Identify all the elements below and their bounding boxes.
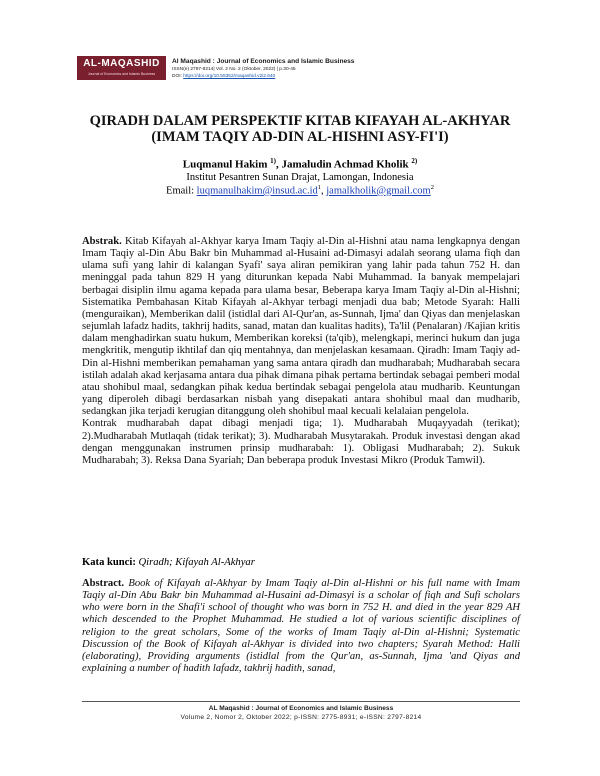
affiliation: Institut Pesantren Sunan Drajat, Lamongan, Indonesia [186,172,414,183]
paper-title-line1: QIRADH DALAM PERSPEKTIF KITAB KIFAYAH AL-AKHYAR [89,113,511,129]
abstract-para-1-text: Kitab Kifayah al-Akhyar karya Imam Taqiy al-Din al-Hishni atau nama lengkapnya dengan Imam Taqiy al-Din Abu Bakr bin Muhammad al-Husaini ad-Dimasyi adalah seorang ulama fiqh dan ulama sufi yang lahir di kalangan Syafi' saya aliran pemikiran yang lahir pada tahun 752 H. dan meninggal pada tahun 829 H yang diturunkan kepada Nabi Muhammad. Ia banyak mempelajari berbagai disiplin ilmu agama kepada para ulama besar, Beberapa karya Imam Taqiy al-Din al-Hishni; Sistematika Pembahasan Kitab Kifayah al-Akhyar terbagi menjadi dua bab; Metode Syarah: Halli (menguraikan), Memberikan dalil (istidlal dari Al-Qur'an, as-Sunnah, Ijma' dan Qiyas dan menjelaskan sejumlah lafadz hadits, takhrij hadits, sanad, matan dan kualitas hadits), Ta'lil (Penalaran) /Kajian kritis dalam menghadirkan suatu hukum, Memberikan koreksi (ta'qib), melengkapi, merinci hukum dan juga mengkritik, mengutip ikhtilaf dan qiq mentahnya, dan menjelaskan kesamaan. Qiradh: Imam Taqiy ad-Din al-Hishni memberikan pemahaman yang sama antara qiradh dan mudharabah; Mudharabah secara istilah adalah akad kerjasama antara dua pihak dimana pihak pertama bertindak sebagai pemberi modal atau shohibul maal, sedangkan pihak kedua bertindak sebagai pengelola atau mudharib. Keuntungan yang diperoleh dibagi berdasarkan nisbah yang disepakati antara shohibul maal dan mudharib, sedangkan jika terjadi kerugian ditanggung oleh shohibul maal kecuali kelalaian pengelola. [82,236,520,418]
paper-title-line2: (IMAM TAQIY AD-DIN AL-HISHNI ASY-FI'I) [151,129,449,145]
author-line [60,157,540,171]
email-link-1[interactable]: luqmanulhakim@insud.ac.id [196,185,318,197]
keywords-value: Qiradh; Kifayah Al-Akhyar [138,557,255,568]
abstract-para-1 [82,236,520,418]
journal-meta: ISSN(e) 2797-8214| Vol. 2 No. 2 (Oktober, 2022) | p.30-45 [172,67,296,72]
footer-journal: AL Maqashid : Journal of Economics and Islamic Business [208,705,394,712]
email-label: Email: [166,185,195,197]
author-1: Luqmanul Hakim [182,158,268,171]
abstract-en-para [82,578,520,675]
email-link-2[interactable]: jamalkholik@gmail.com [326,185,431,197]
footer-divider [82,701,520,702]
footer-volume: Volume 2, Nomor 2, Oktober 2022; p-ISSN: 2775-8931; e-ISSN: 2797-8214 [180,714,422,721]
logo-subtext: Journal of Economics and Islamic Business [87,72,156,76]
email-2-sup: 2 [430,184,434,191]
email-1-sup: 1 [317,184,321,191]
author-separator: , [276,158,282,171]
logo-text: AL-MAQASHID [83,58,160,69]
author-2-sup: 2) [411,157,418,165]
journal-logo [77,56,166,80]
journal-header [172,58,354,80]
abstract-label: Abstrak. [82,236,122,247]
author-1-sup: 1) [270,157,276,165]
abstract-english [82,578,520,675]
keywords [82,557,520,568]
doi-label: DOI: [172,74,182,79]
abstract-en-text: Book of Kifayah al-Akhyar by Imam Taqiy al-Din al-Hishni or his full name with Imam Taqiy al-Din Abu Bakr bin Muhammad al-Husaini ad-Dimasyi is a scholar of fiqh and Sufi scholars who were born in the Shafi'i school of thought who was born in 752 H. and died in the year 829 AH which descended to the Prophet Muhammad. He studied a lot of various scientific disciplines of religion to the great scholars, Some of the works of Imam Taqiy al-Din al-Hishni; Systematic Discussion of the Book of Kifayah al-Akhyar is divided into two chapters; Syarah Method: Halli (elaborating), Providing arguments (istidlal from the Qur'an, as-Sunnah, Ijma 'and Qiyas and explaining a number of hadith lafadz, takhrij hadith, sanad, [82,578,520,675]
abstract-en-label: Abstract. [82,578,125,589]
email-line [60,184,540,197]
abstract-para-2: Kontrak mudharabah dapat dibagi menjadi tiga; 1). Mudharabah Muqayyadah (terikat); 2).Mudharabah Mutlaqah (tidak terikat); 3). Mudharabah Musytarakah. Produk investasi dengan akad dengan menggunakan instrumen prinsip mudharabah: 1). Obligasi Mudharabah; 2). Sukuk Mudharabah; 3). Reksa Dana Syariah; Dan beberapa produk Investasi Mikro (Produk Tamwil). [82,418,520,466]
doi-line [172,73,354,80]
author-2: Jamaludin Achmad Kholik [281,158,409,171]
keywords-label: Kata kunci: [82,557,136,568]
abstract-indonesian [82,236,520,467]
email-separator: , [321,185,324,197]
page-footer [82,704,520,722]
doi-link[interactable]: https://doi.org/10.55352/maqashid.v2i2.640 [183,74,276,79]
journal-name: Al Maqashid : Journal of Economics and Islamic Business [172,58,355,65]
